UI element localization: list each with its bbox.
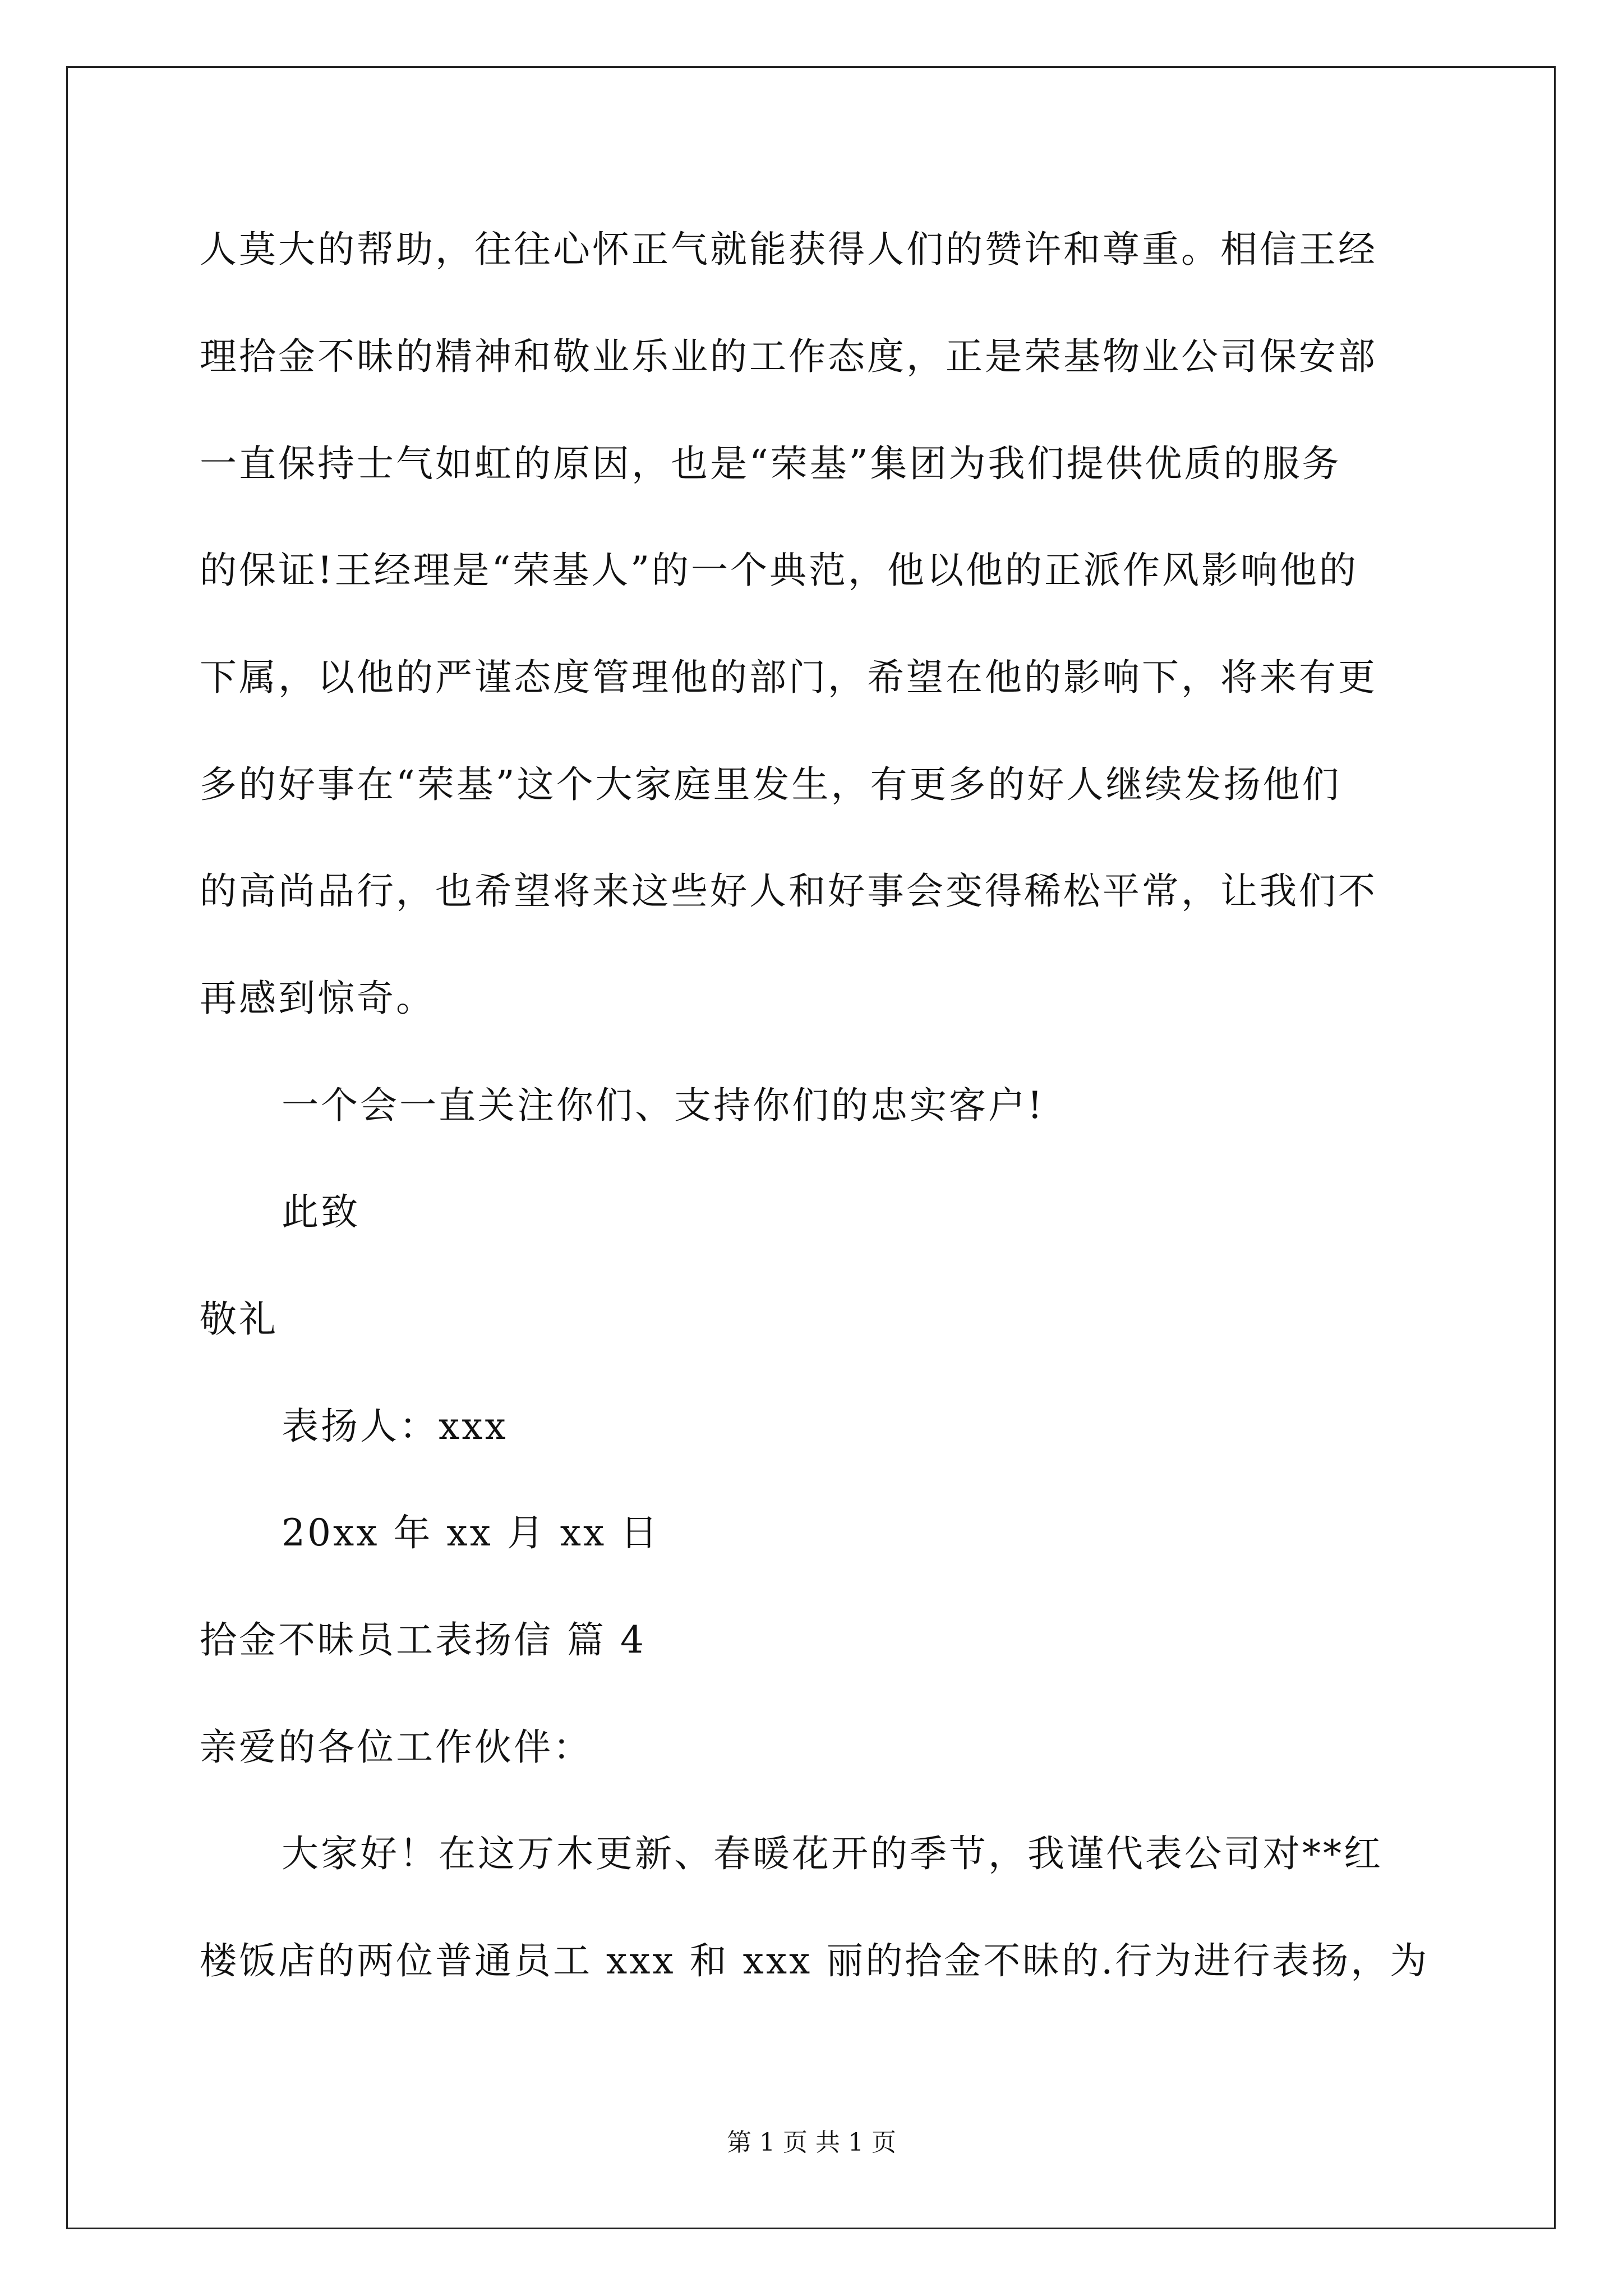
body-line-7: 的高尚品行，也希望将来这些好人和好事会变得稀松平常，让我们不	[200, 869, 1377, 913]
closing-line: 一个会一直关注你们、支持你们的忠实客户!	[282, 1084, 1045, 1127]
page-border	[66, 66, 1556, 2229]
new-para-line-2: 楼饭店的两位普通员工 xxx 和 xxx 丽的拾金不昧的.行为进行表扬，为	[200, 1939, 1430, 1982]
body-line-3: 一直保持士气如虹的原因，也是“荣基”集团为我们提供优质的服务	[200, 442, 1341, 485]
body-line-8: 再感到惊奇。	[200, 977, 435, 1020]
salutation-cizhi: 此致	[282, 1190, 360, 1234]
page-footer: 第 1 页 共 1 页	[727, 2128, 896, 2157]
salutation-jingli: 敬礼	[200, 1297, 278, 1341]
body-line-2: 理拾金不昧的精神和敬业乐业的工作态度，正是荣基物业公司保安部	[200, 335, 1377, 378]
date: 20xx 年 xx 月 xx 日	[282, 1511, 660, 1554]
body-line-1: 人莫大的帮助，往往心怀正气就能获得人们的赞许和尊重。相信王经	[200, 228, 1377, 271]
body-line-6: 多的好事在“荣基”这个大家庭里发生，有更多的好人继续发扬他们	[200, 763, 1341, 806]
signer: 表扬人：xxx	[282, 1405, 508, 1448]
greeting: 亲爱的各位工作伙伴：	[200, 1726, 592, 1769]
body-line-5: 下属，以他的严谨态度管理他的部门，希望在他的影响下，将来有更	[200, 656, 1377, 699]
body-line-4: 的保证!王经理是“荣基人”的一个典范，他以他的正派作风影响他的	[200, 549, 1359, 592]
new-para-line-1: 大家好！在这万木更新、春暖花开的季节，我谨代表公司对**红	[282, 1832, 1383, 1875]
section-title: 拾金不昧员工表扬信 篇 4	[200, 1618, 646, 1662]
